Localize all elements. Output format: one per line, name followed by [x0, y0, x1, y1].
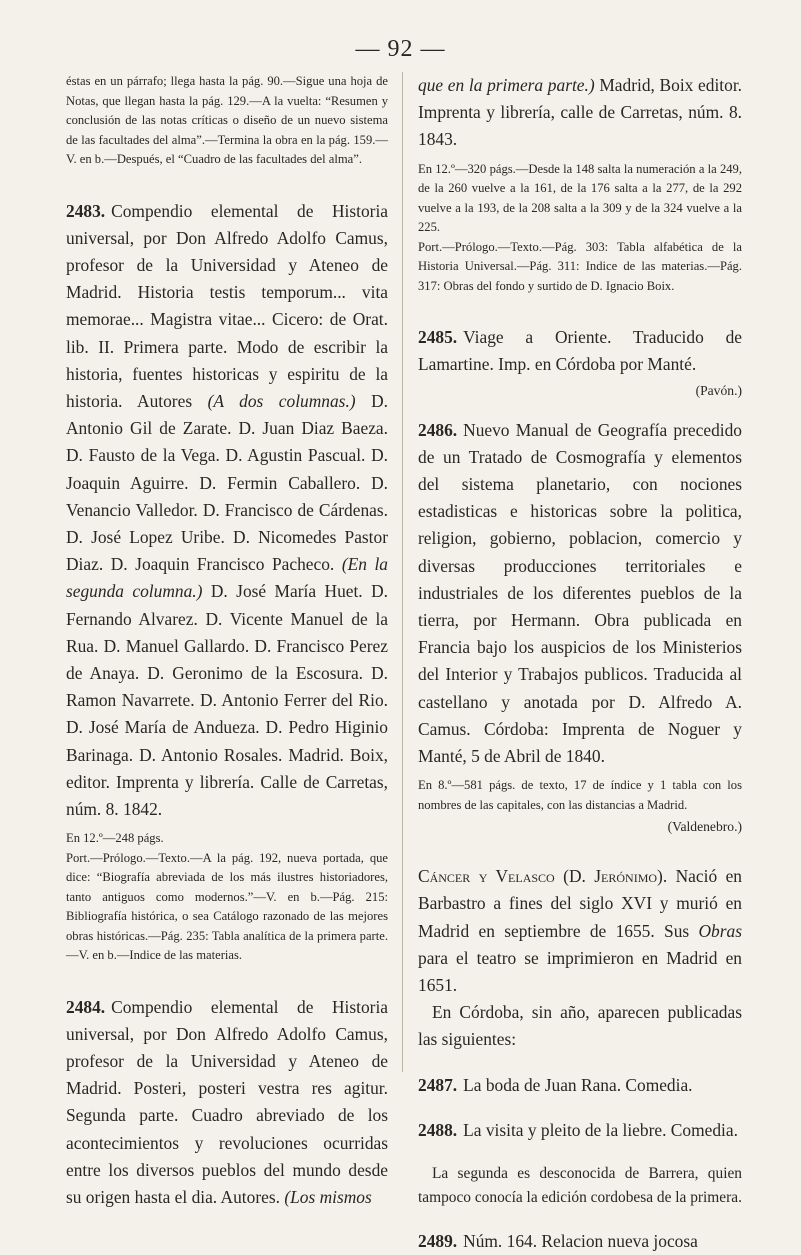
entry-2486 [418, 417, 742, 836]
author-name: Cáncer y Velasco (D. Jerónimo). [418, 866, 668, 887]
entry-2484 [66, 994, 388, 1212]
entry-number: 2485. [418, 327, 458, 348]
entry-text: Madrid, Boix editor. Imprenta y librería, calle de Carretas, núm. 8. 1843. [418, 75, 743, 150]
entry-2489 [418, 1228, 742, 1255]
continuation-note: éstas en un párrafo; llega hasta la pág. 90.—Sigue una hoja de Notas, que llegan hasta la pág. 129.—A la vuelta: “Resumen y conclusión de las notas críticas o diseño de un nuevo sistema de las facultades del alma”.—Termina la obra en la pág. 159.—V. en b.—Después, el “Cuadro de las facultades del alma”. [66, 74, 388, 166]
entry-italic: (A dos columnas.) [207, 390, 356, 411]
entry-note: En 12.º—320 págs.—Desde la 148 salta la numeración a la 249, de la 260 vuelve a la 161, de la 176 salta a la 277, de la 292 vuelve a la 193, de la 208 salta a la 309 y de la 324 vuelve a la 225. Port.—Prólogo.—Texto.—Pág. 303: Tabla alfabética de la Historia Universal.—Pág. 311: Indice de las materias.—Pág. 317: Obras del fondo y surtido de D. Ignacio Boix. [418, 161, 742, 293]
entry-number: 2484. [66, 996, 106, 1017]
author-entry [418, 863, 742, 1053]
entry-title: La boda de Juan Rana. Comedia. [463, 1074, 693, 1095]
entry-2485 [418, 324, 742, 398]
entry-number: 2487. [418, 1074, 458, 1095]
entry-text: D. Antonio Gil de Zarate. D. Juan Diaz Baeza. D. Fausto de la Vega. D. Agustin Pascual. D. Joaquin Aguirre. D. Fermin Caballero. D. Venancio Valledor. D. Francisco de Cárdenas. D. José Lopez Uribe. D. Nicomedes Pastor Diaz. D. Joaquin Francisco Pacheco. [66, 390, 388, 575]
entry-title: Núm. 164. Relacion nueva jocosa [463, 1230, 698, 1251]
entry-italic: (En la segunda columna.) [66, 554, 388, 602]
left-column [66, 72, 388, 1211]
entry-number: 2483. [66, 200, 106, 221]
entry-note: La segunda es desconocida de Barrera, quien tampoco conocía la edición cordobesa de la primera. [418, 1164, 742, 1206]
right-column [418, 72, 742, 1255]
column-divider [402, 72, 403, 1072]
entry-number: 2486. [418, 419, 458, 440]
author-bio: para el teatro se imprimieron en Madrid en 1651. [418, 947, 742, 995]
author-italic: Obras [698, 920, 742, 941]
entry-title: Nuevo Manual de Geografía precedido de un Tratado de Cosmografía y elementos del sistema planetario, con nociones estadisticas e historicas sobre la politica, religion, gobierno, poblacion, comercio y diversas producciones territoriales e industriales de los diferentes pueblos de la tierra, por Hermann. Obra publicada en Francia bajo los auspicios de los Ministerios del Interior y Trabajos publicos. Traducida al castellano y anotada por D. Alfredo A. Camus. Córdoba: Imprenta de Noguer y Manté, 5 de Abril de 1840. [418, 419, 742, 766]
entry-italic: que en la primera parte.) [418, 75, 595, 95]
entry-title: Viage a Oriente. Traducido de Lamartine. Imp. en Córdoba por Manté. [418, 327, 742, 375]
entry-number: 2489. [418, 1230, 458, 1251]
entry-2484-continued [418, 72, 742, 296]
author-bio: Nació en Barbastro a fines del siglo XVI y murió en Madrid en septiembre de 1655. Sus [418, 866, 742, 941]
entry-title: La visita y pleito de la liebre. Comedia. [463, 1119, 738, 1140]
entry-2487 [418, 1072, 742, 1099]
entry-title: Compendio elemental de Historia universal, por Don Alfredo Adolfo Camus, profesor de la Universidad y Ateneo de Madrid. Posteri, posteri vestra res agitur. Segunda parte. Cuadro abreviado de los acontecimientos y revoluciones ocurridas entre los diversos pueblos del mundo desde su origen hasta el dia. Autores. [66, 996, 388, 1208]
page-number: — 92 — [355, 36, 446, 62]
entry-note: En 12.º—248 págs. Port.—Prólogo.—Texto.—A la pág. 192, nueva portada, que dice: “Biografía abreviada de los más ilustres historiadores, tanto antiguos como modernos.”—V. en b.—Pág. 215: Bibliografía histórica, o sea Catálogo razonado de las mejores obras históricas.—Pág. 235: Tabla analítica de la primera parte.—V. en b.—Indice de las materias. [66, 831, 388, 963]
author-intro: En Córdoba, sin año, aparecen publicadas las siguientes: [418, 1002, 742, 1050]
source-attribution: (Valdenebro.) [667, 819, 742, 835]
source-attribution: (Pavón.) [695, 382, 742, 398]
entry-italic: (Los mismos [284, 1187, 372, 1208]
entry-2488 [418, 1117, 742, 1210]
entry-title: Compendio elemental de Historia universal, por Don Alfredo Adolfo Camus, profesor de la Universidad y Ateneo de Madrid. Historia testis temporum... vita memorae... Magistra vitae... Cicero: de Orat. lib. II. Primera parte. Modo de escribir la historia, fuentes historicas y espiritu de la historia. Autores [66, 200, 388, 411]
entry-number: 2488. [418, 1119, 458, 1140]
entry-2483 [66, 198, 388, 966]
entry-text: D. José María Huet. D. Fernando Alvarez. D. Vicente Manuel de la Rua. D. Manuel Gallardo. D. Francisco Perez de Anaya. D. Geronimo de la Escosura. D. Ramon Navarrete. D. Antonio Ferrer del Rio. D. José María de Andueza. D. Pedro Higinio Barinaga. D. Antonio Rosales. Madrid. Boix, editor. Imprenta y librería. Calle de Carretas, núm. 8. 1842. [66, 581, 388, 819]
entry-note: En 8.º—581 págs. de texto, 17 de índice y 1 tabla con los nombres de las capitales, con las distancias a Madrid. [418, 778, 742, 812]
